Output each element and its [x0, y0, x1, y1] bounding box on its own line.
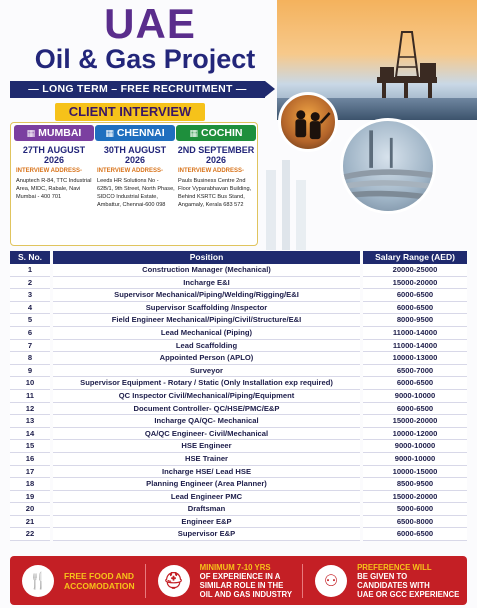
- cell-salary: 20000-25000: [363, 264, 467, 277]
- address-label: INTERVIEW ADDRESS-: [97, 168, 164, 174]
- cell-position: Incharge QA/QC- Mechanical: [53, 415, 360, 428]
- text-line: OF EXPERIENCE IN A: [199, 571, 281, 581]
- table-header: [10, 251, 467, 264]
- table-row: [10, 478, 467, 491]
- cell-position: QC Inspector Civil/Mechanical/Piping/Equipment: [53, 390, 360, 403]
- cell-position: Supervisor Equipment - Rotary / Static (Only Installation exp required): [53, 377, 360, 390]
- cell-salary: 10000-12000: [363, 428, 467, 441]
- benefit-preference: [303, 556, 459, 605]
- benefit-food: [10, 556, 135, 605]
- cell-sno: 22: [10, 528, 50, 541]
- page-title: Oil & Gas Project: [34, 44, 256, 74]
- cell-position: Supervisor E&P: [53, 528, 360, 541]
- table-row: [10, 314, 467, 327]
- cell-position: HSE Trainer: [53, 453, 360, 466]
- text-line: PREFERENCE WILL: [357, 562, 432, 572]
- cell-sno: 12: [10, 403, 50, 416]
- cell-salary: 10000-15000: [363, 466, 467, 479]
- cell-sno: 1: [10, 264, 50, 277]
- date-line1: 27TH AUGUST: [22, 145, 86, 155]
- cell-salary: 8500-9500: [363, 478, 467, 491]
- text-line: ACCOMODATION: [64, 580, 135, 591]
- table-row: [10, 327, 467, 340]
- cell-salary: 6000-6500: [363, 377, 467, 390]
- cell-position: Construction Manager (Mechanical): [53, 264, 360, 277]
- city-card-chennai: [95, 125, 175, 243]
- building-icon: ▦: [26, 128, 36, 138]
- cell-sno: 19: [10, 491, 50, 504]
- text-line: OIL AND GAS INDUSTRY: [199, 589, 293, 599]
- cell-salary: 11000-14000: [363, 340, 467, 353]
- cell-position: Document Controller- QC/HSE/PMC/E&P: [53, 403, 360, 416]
- header-sno: S. No.: [10, 251, 50, 264]
- cell-salary: 6000-6500: [363, 289, 467, 302]
- cell-position: HSE Engineer: [53, 440, 360, 453]
- cell-sno: 3: [10, 289, 50, 302]
- cell-salary: 10000-13000: [363, 352, 467, 365]
- address-label: INTERVIEW ADDRESS-: [16, 168, 83, 174]
- table-row: [10, 340, 467, 353]
- city-name: CHENNAI: [116, 127, 165, 139]
- building-icon: ▦: [105, 128, 114, 138]
- city-name: COCHIN: [201, 127, 243, 139]
- cell-position: Supervisor Mechanical/Piping/Welding/Rigging/E&I: [53, 289, 360, 302]
- table-row: [10, 440, 467, 453]
- pipeline-photo: [340, 118, 436, 214]
- recruitment-ribbon: — LONG TERM – FREE RECRUITMENT —: [10, 81, 265, 98]
- benefit-food-text: [64, 571, 135, 591]
- header-salary: Salary Range (AED): [363, 251, 467, 264]
- cell-salary: 11000-14000: [363, 327, 467, 340]
- cell-position: Draftsman: [53, 503, 360, 516]
- worker-helmet-icon: ⛑: [158, 565, 190, 597]
- table-row: [10, 503, 467, 516]
- industrial-towers-icon: [258, 160, 318, 250]
- building-icon: ▦: [189, 128, 199, 138]
- city-card-cochin: [176, 125, 256, 243]
- table-row: [10, 289, 467, 302]
- cell-sno: 13: [10, 415, 50, 428]
- date-line1: 2ND SEPTEMBER: [177, 145, 255, 155]
- title-uae: UAE: [104, 0, 196, 47]
- table-body: [10, 264, 467, 541]
- client-interview-banner: CLIENT INTERVIEW: [55, 103, 205, 121]
- cell-sno: 7: [10, 340, 50, 353]
- cell-sno: 8: [10, 352, 50, 365]
- text-line: SIMILAR ROLE IN THE: [199, 580, 284, 590]
- cell-position: Engineer E&P: [53, 516, 360, 529]
- cell-position: Incharge E&I: [53, 277, 360, 290]
- cell-position: Field Engineer Mechanical/Piping/Civil/Structure/E&I: [53, 314, 360, 327]
- table-row: [10, 352, 467, 365]
- cell-sno: 5: [10, 314, 50, 327]
- table-row: [10, 415, 467, 428]
- city-card-mumbai: [14, 125, 94, 243]
- cell-sno: 14: [10, 428, 50, 441]
- table-row: [10, 264, 467, 277]
- text-line: CANDIDATES WITH: [357, 580, 430, 590]
- cell-sno: 16: [10, 453, 50, 466]
- table-row: [10, 528, 467, 541]
- fork-knife-icon: 🍴: [22, 565, 54, 597]
- table-row: [10, 516, 467, 529]
- table-row: [10, 390, 467, 403]
- cell-salary: 9000-10000: [363, 440, 467, 453]
- cell-salary: 6500-7000: [363, 365, 467, 378]
- date-line2: 2026: [205, 155, 227, 165]
- cell-salary: 6500-8000: [363, 516, 467, 529]
- cell-position: QA/QC Engineer- Civil/Mechanical: [53, 428, 360, 441]
- benefits-footer: [10, 556, 467, 605]
- table-row: [10, 403, 467, 416]
- cell-sno: 9: [10, 365, 50, 378]
- city-header: [176, 125, 256, 141]
- cell-sno: 4: [10, 302, 50, 315]
- table-row: [10, 428, 467, 441]
- interview-date: [14, 145, 94, 165]
- text-line: MINIMUM 7-10 YRS: [199, 562, 271, 572]
- benefit-preference-text: [357, 563, 459, 599]
- workers-photo: [278, 92, 338, 152]
- table-row: [10, 302, 467, 315]
- city-header: [14, 125, 94, 141]
- cell-position: Incharge HSE/ Lead HSE: [53, 466, 360, 479]
- text-line: BE GIVEN TO: [357, 571, 408, 581]
- address-text: Pauls Business Centre 2nd Floor Vyparabhavan Building, Behind KSRTC Bus Stand, Angamaly, Kerala 683 572: [178, 178, 252, 208]
- table-row: [10, 277, 467, 290]
- cell-sno: 2: [10, 277, 50, 290]
- cell-sno: 17: [10, 466, 50, 479]
- table-row: [10, 365, 467, 378]
- address-label: INTERVIEW ADDRESS-: [178, 168, 245, 174]
- table-row: [10, 453, 467, 466]
- cell-salary: 5000-6000: [363, 503, 467, 516]
- cell-salary: 6000-6500: [363, 403, 467, 416]
- cell-sno: 18: [10, 478, 50, 491]
- benefit-experience-text: [200, 563, 292, 599]
- cell-position: Lead Engineer PMC: [53, 491, 360, 504]
- cell-position: Surveyor: [53, 365, 360, 378]
- interview-date: [95, 145, 175, 165]
- address-text: Anuptech R-84, TTC Industrial Area, MIDC, Rabale, Navi Mumbai - 400 701: [16, 178, 92, 200]
- cell-salary: 15000-20000: [363, 277, 467, 290]
- city-header: [95, 125, 175, 141]
- table-row: [10, 491, 467, 504]
- cell-position: Planning Engineer (Area Planner): [53, 478, 360, 491]
- cell-salary: 9000-10000: [363, 453, 467, 466]
- cell-sno: 11: [10, 390, 50, 403]
- table-row: [10, 466, 467, 479]
- cell-salary: 15000-20000: [363, 491, 467, 504]
- city-name: MUMBAI: [38, 127, 82, 139]
- date-line2: 2026: [43, 155, 65, 165]
- cell-salary: 15000-20000: [363, 415, 467, 428]
- cell-sno: 6: [10, 327, 50, 340]
- cell-sno: 15: [10, 440, 50, 453]
- table-row: [10, 377, 467, 390]
- group-icon: ⚇: [315, 565, 347, 597]
- cell-sno: 21: [10, 516, 50, 529]
- cell-position: Lead Mechanical (Piping): [53, 327, 360, 340]
- date-line1: 30TH AUGUST: [103, 145, 167, 155]
- address-text: Leeds HR Solutions No - 62B/1, 9th Street, North Phase, SIDCO Industrial Estate, Ambattur, Chennai-600 098: [97, 178, 175, 208]
- cell-salary: 8000-9500: [363, 314, 467, 327]
- text-line: FREE FOOD AND: [64, 570, 135, 581]
- cell-position: Appointed Person (APLO): [53, 352, 360, 365]
- interview-date: [176, 145, 256, 165]
- cell-salary: 6000-6500: [363, 302, 467, 315]
- date-line2: 2026: [124, 155, 146, 165]
- header-position: Position: [53, 251, 360, 264]
- benefit-experience: [146, 556, 292, 605]
- cell-position: Supervisor Scaffolding /Inspector: [53, 302, 360, 315]
- cell-salary: 9000-10000: [363, 390, 467, 403]
- cell-salary: 6000-6500: [363, 528, 467, 541]
- cell-sno: 20: [10, 503, 50, 516]
- positions-table: [10, 251, 467, 541]
- cell-position: Lead Scaffolding: [53, 340, 360, 353]
- cell-sno: 10: [10, 377, 50, 390]
- text-line: UAE OR GCC EXPERIENCE: [357, 589, 460, 599]
- interview-locations: [10, 122, 258, 246]
